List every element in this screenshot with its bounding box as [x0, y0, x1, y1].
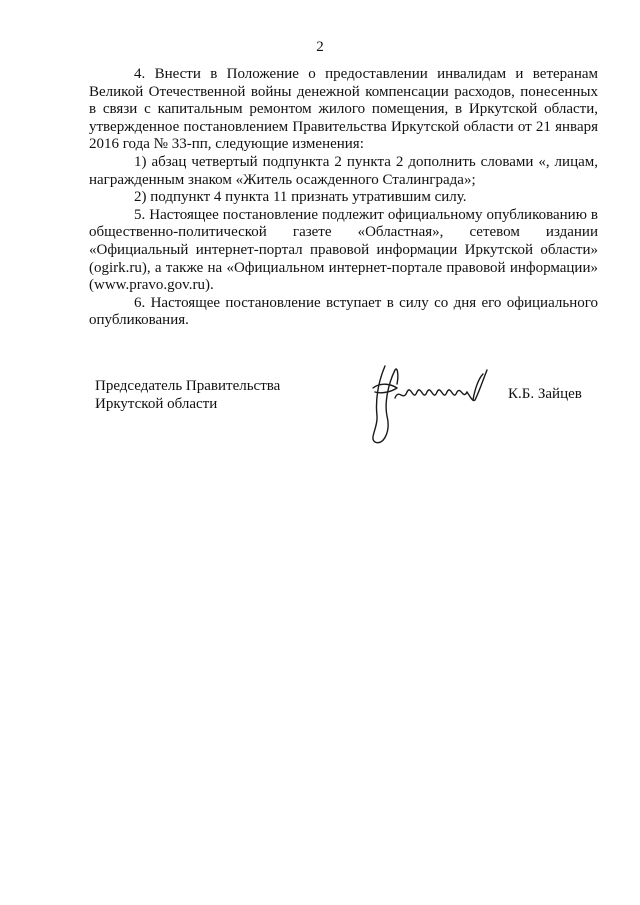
paragraph-subitem-1: 1) абзац четвертый подпункта 2 пункта 2 дополнить словами «, лицам, награжденным знаком «Житель осажденного Сталинграда»;	[89, 153, 598, 188]
paragraph-item-4: 4. Внести в Положение о предоставлении инвалидам и ветеранам Великой Отечественной войны денежной компенсации расходов, понесенных в связи с капитальным ремонтом жилого помещения, в Иркутской области, утвержденное постановлением Правительства Иркутской области от 21 января 2016 года № 33-пп, следующие изменения:	[89, 66, 598, 153]
signer-name: К.Б. Зайцев	[508, 386, 582, 402]
signer-title-block	[95, 378, 280, 413]
signer-title-line-2: Иркутской области	[95, 395, 218, 412]
paragraph-item-6: 6. Настоящее постановление вступает в силу со дня его официального опубликования.	[89, 294, 598, 329]
page-number: 2	[316, 39, 324, 55]
document-body	[89, 66, 598, 330]
signer-title-line-1: Председатель Правительства	[95, 378, 281, 394]
paragraph-item-5: 5. Настоящее постановление подлежит официальному опубликованию в общественно-политической газете «Областная», сетевом издании «Официальный интернет-портал правовой информации Иркутской области» (ogirk.ru), а также на «Официальном интернет-портале правовой информации» (www.pravo.gov.ru).	[89, 206, 598, 294]
paragraph-subitem-2: 2) подпункт 4 пункта 11 признать утратившим силу.	[134, 189, 467, 206]
handwritten-signature	[355, 358, 495, 448]
